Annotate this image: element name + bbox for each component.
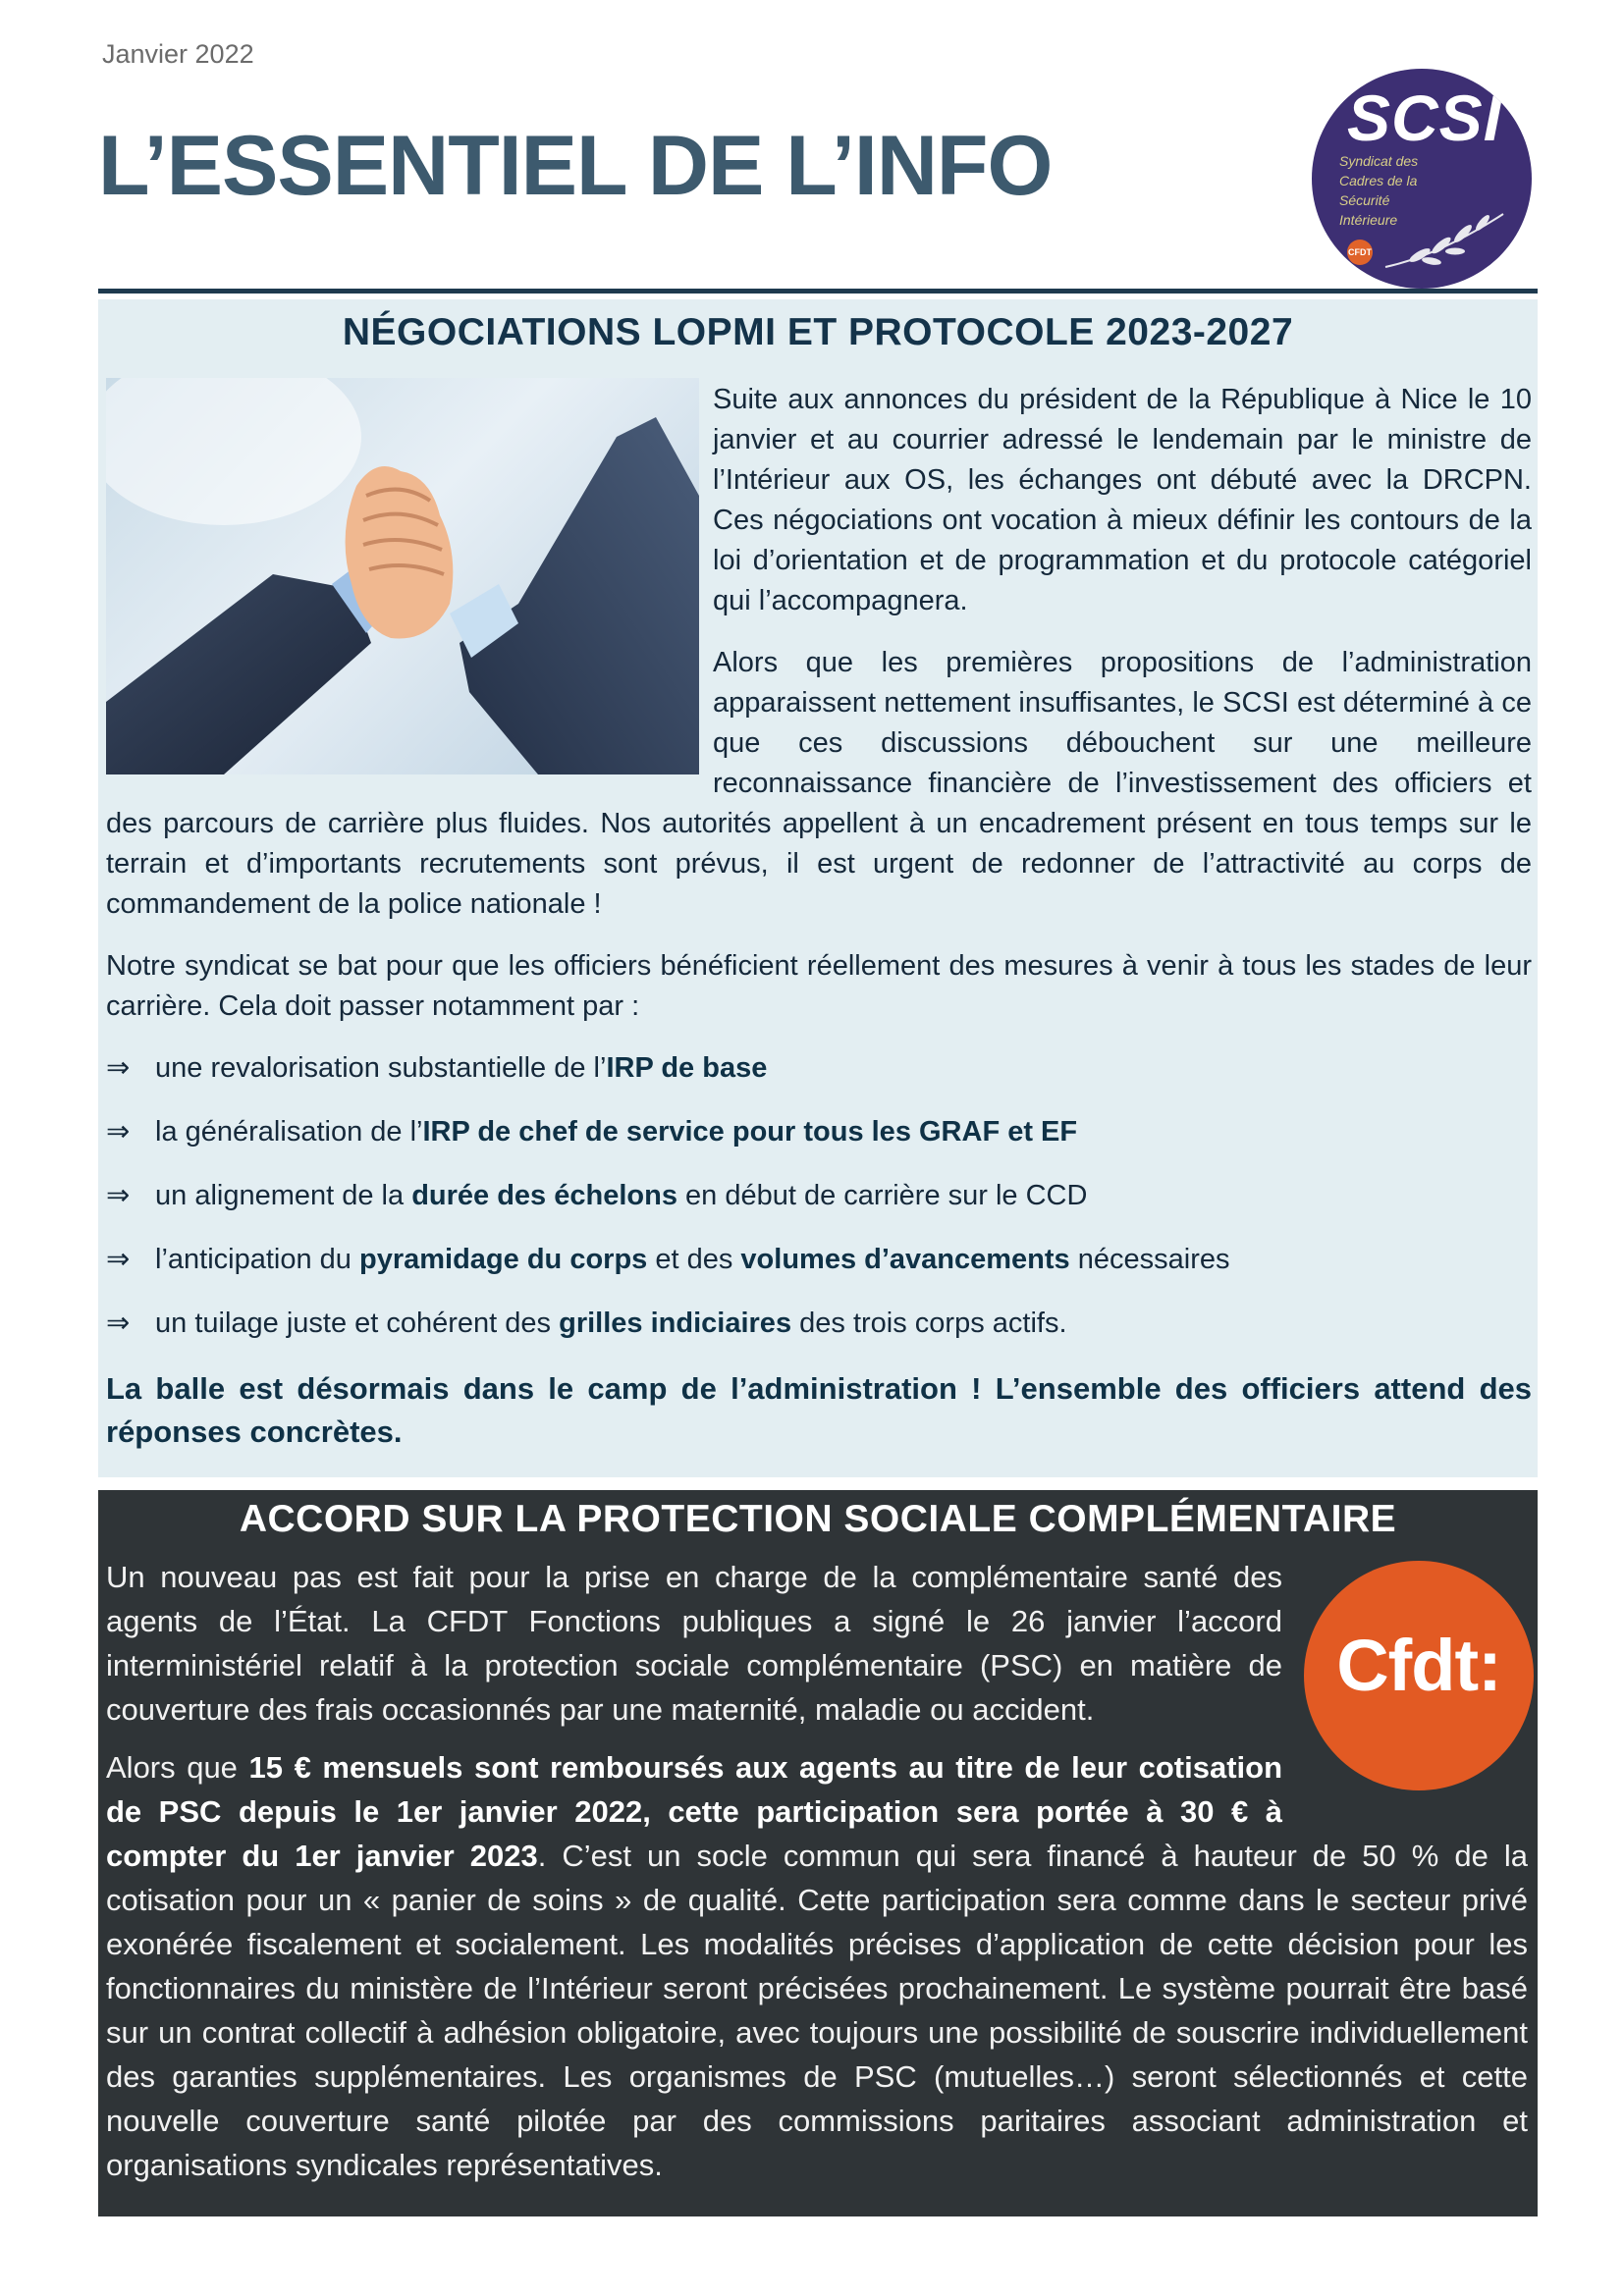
arrow-icon: ⇒ <box>106 1052 131 1084</box>
list-item: ⇒ un alignement de la durée des échelons en début de carrière sur le CCD <box>106 1176 1532 1216</box>
list-item: ⇒ l’anticipation du pyramidage du corps et des volumes d’avancements nécessaires <box>106 1240 1532 1280</box>
section-psc <box>98 1490 1538 2216</box>
paragraph: Alors que 15 € mensuels sont remboursés aux agents au titre de leur cotisation de PSC depuis le 1er janvier 2022, cette participation sera portée à 30 € à compter du 1er janvier 2023. C’est un socle commun qui sera financé à hauteur de 50 % de la cotisation pour un « panier de soins » de qualité. Cette participation sera comme dans le secteur privé exonérée fiscalement et socialement. Les modalités précises d’application de cette décision pour les fonctionnaires du ministère de l’Intérieur seront précisées prochainement. Le système pourrait être basé sur un contrat collectif à adhésion obligatoire, avec toujours une possibilité de souscrire individuellement des garanties supplémentaires. Les organismes de PSC (mutuelles…) seront sélectionnés et cette nouvelle couverture santé pilotée par des commissions paritaires associant administration et organisations syndicales représentatives. <box>106 1750 1528 2182</box>
list-item: ⇒ la généralisation de l’IRP de chef de service pour tous les GRAF et EF <box>106 1112 1532 1152</box>
scsi-logo-line: Sécurité <box>1339 192 1390 208</box>
section-lopmi-body <box>106 380 1532 1475</box>
cfdt-logo-text: Cfdt: <box>1336 1625 1501 1706</box>
issue-date: Janvier 2022 <box>102 39 254 69</box>
demands-list <box>106 1048 1532 1344</box>
scsi-logo-line: Cadres de la <box>1339 173 1418 188</box>
section-lopmi-heading: NÉGOCIATIONS LOPMI ET PROTOCOLE 2023-2027 <box>342 311 1294 353</box>
conclusion: La balle est désormais dans le camp de l’administration ! L’ensemble des officiers attend des réponses concrètes. <box>106 1371 1532 1449</box>
laurel-branch-icon <box>1380 206 1508 275</box>
scsi-logo-line: Syndicat des <box>1339 153 1419 169</box>
paragraph: Suite aux annonces du président de la République à Nice le 10 janvier et au courrier adressé le lendemain par le ministre de l’Intérieur aux OS, les échanges ont débuté avec la DRCPN. Ces négociations ont vocation à mieux définir les contours de la loi d’orientation et de programmation et du protocole catégoriel qui l’accompagnera. <box>713 384 1532 616</box>
page-title: L’ESSENTIEL DE L’INFO <box>98 119 1053 213</box>
scsi-logo-acronym: SCSI <box>1347 81 1503 154</box>
cfdt-badge: CFDT <box>1347 240 1373 265</box>
section-psc-heading: ACCORD SUR LA PROTECTION SOCIALE COMPLÉMENTAIRE <box>239 1498 1397 1540</box>
section-psc-body <box>106 1555 1528 2201</box>
header-divider <box>98 289 1538 294</box>
paragraph: Alors que les premières propositions de l’administration apparaissent nettement insuffisantes, le SCSI est déterminé à ce que ces discussions débouchent sur une meilleure reconnaissance financière de l’investissement des officiers et des parcours de carrière plus fluides. Nos autorités appellent à un encadrement présent en tous temps sur le terrain et d’importants recrutements sont prévus, il est urgent de redonner de l’attractivité au corps de commandement de la police nationale ! <box>106 647 1532 920</box>
arrow-icon: ⇒ <box>106 1308 131 1339</box>
paragraph: Un nouveau pas est fait pour la prise en charge de la complémentaire santé des agents de l’État. La CFDT Fonctions publiques a signé le 26 janvier l’accord interministériel relatif à la protection sociale complémentaire (PSC) en matière de couverture des frais occasionnés par une maternité, maladie ou accident. <box>106 1560 1282 1727</box>
paragraph: Notre syndicat se bat pour que les officiers bénéficient réellement des mesures à venir à tous les stades de leur carrière. Cela doit passer notamment par : <box>106 950 1532 1022</box>
section-lopmi <box>98 299 1538 1477</box>
arrow-icon: ⇒ <box>106 1180 131 1211</box>
list-item: ⇒ un tuilage juste et cohérent des grilles indiciaires des trois corps actifs. <box>106 1304 1532 1344</box>
arrow-icon: ⇒ <box>106 1244 131 1275</box>
list-item: ⇒ une revalorisation substantielle de l’IRP de base <box>106 1048 1532 1089</box>
arrow-icon: ⇒ <box>106 1116 131 1148</box>
scsi-logo <box>1312 69 1532 289</box>
scsi-logo-line: Intérieure <box>1339 212 1398 228</box>
